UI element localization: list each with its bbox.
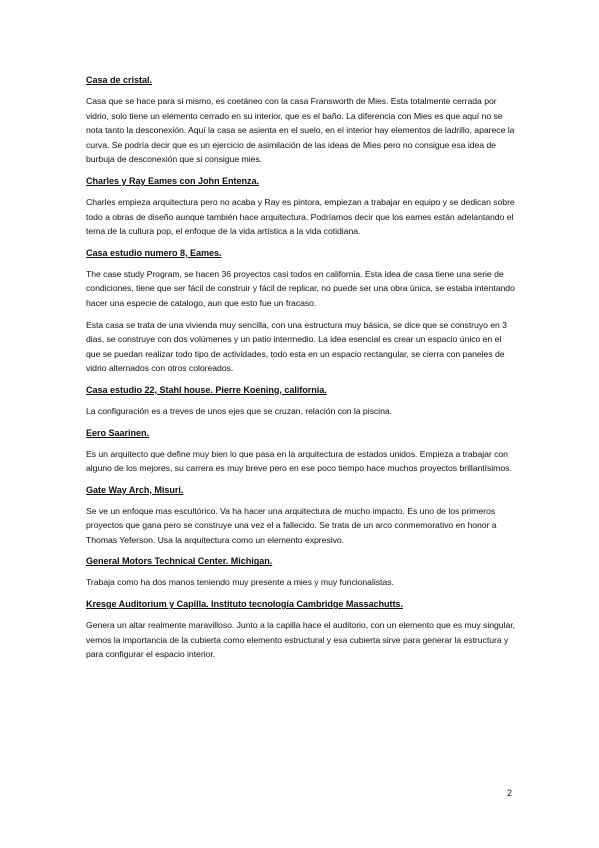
section-heading: Casa estudio 22, Stahl house. Pierre Koening, california.	[86, 384, 327, 395]
section-casa-de-cristal	[86, 73, 515, 167]
section-gateway-arch	[86, 483, 515, 548]
section-heading: Eero Saarinen.	[86, 427, 149, 438]
section-paragraph: Genera un altar realmente maravilloso. Junto a la capilla hace el auditorio, con un elemento que es muy singular, vemos la importancia de la cubierta como elemento estructural y esa cubierta sirve para generar la estructura y para configurar el espacio interior.	[86, 620, 515, 660]
section-heading: Gate Way Arch, Misuri.	[86, 484, 184, 495]
section-paragraph: Es un arquitecto que define muy bien lo que pasa en la arquitectura de estados unidos. Empieza a trabajar con alguno de los mejores, su carrera es muy breve pero en ese poco tiempo hace muchos proyectos brillantísimos.	[86, 448, 512, 474]
section-general-motors	[86, 554, 515, 590]
section-heading: Casa estudio numero 8, Eames.	[86, 247, 222, 258]
section-eero-saarinen	[86, 426, 515, 476]
section-paragraph: The case study Program, se hacen 36 proyectos casi todos en california. Esta idea de casa tiene una serie de condiciones, tiene que ser fácil de construir y fácil de replicar, no puede ser una obra única, se estaba intentando hacer una especie de catalogo, aun que esto fue un fracaso.	[86, 268, 515, 308]
section-paragraph: La configuración es a treves de unos ejes que se cruzan, relación con la piscina.	[86, 405, 392, 416]
section-casa-estudio-22	[86, 383, 515, 419]
section-heading: Casa de cristal.	[86, 75, 152, 85]
section-casa-estudio-8	[86, 246, 515, 376]
section-paragraph: Esta casa se trata de una vivienda muy sencilla, con una estructura muy básica, se dice que se construyo en 3 dias, se construye con dos volúmenes y un patio intermedio. La idea esencial es crear un espacio único en el que se puedan realizar todo tipo de actividades, todo esta en un espacio rectangular, se cierra con paneles de vidrio alternados con otros coloreados.	[86, 319, 507, 374]
section-paragraph: Se ve un enfoque mas escultórico. Va ha hacer una arquitectura de mucho impacto. Es uno de los primeros proyectos que gana pero se construye una vez el a fallecido. Se trata de un arco conmemorativo en honor a Thomas Yeferson. Usa la arquitectura como un elemento expresivo.	[86, 505, 497, 545]
section-heading: Charles y Ray Eames con John Entenza.	[86, 175, 260, 186]
section-paragraph: Trabaja como ha dos manos teniendo muy presente a mies y muy funcionalistas.	[86, 577, 394, 588]
section-charles-ray-eames	[86, 174, 515, 239]
section-paragraph: Casa que se hace para si mismo, es coetáneo con la casa Fransworth de Mies. Esta totalmente cerrada por vidrio, solo tiene un elemento cerrado en su interior, que es el baño. La diferencia con Mies es que aquí no se nota tanto la desconexión. Aquí la casa se asienta en el suelo, en el interior hay elementos de ladrillo, aparece la curva. Se podría decir que es un ejercicio de asimilación de las ideas de Mies pero no consigue esa idea de burbuja de desconexión que si consigue mies.	[86, 96, 515, 165]
section-heading: General Motors Technical Center. Michigan.	[86, 556, 273, 567]
section-paragraph: Charles empieza arquitectura pero no acaba y Ray es pintora, empiezan a trabajar en equipo y se dedican sobre todo a obras de diseño aunque también hace arquitectura. Podríamos decir que los eames están adelantando el tema de la cultura pop, el enfoque de la vida artística a la vida cotidiana.	[86, 196, 515, 237]
section-heading: Kresge Auditorium y Capilla. Instituto tecnología Cambridge Massachutts.	[86, 599, 403, 610]
section-kresge-auditorium	[86, 597, 515, 662]
page-number: 2	[507, 788, 513, 798]
